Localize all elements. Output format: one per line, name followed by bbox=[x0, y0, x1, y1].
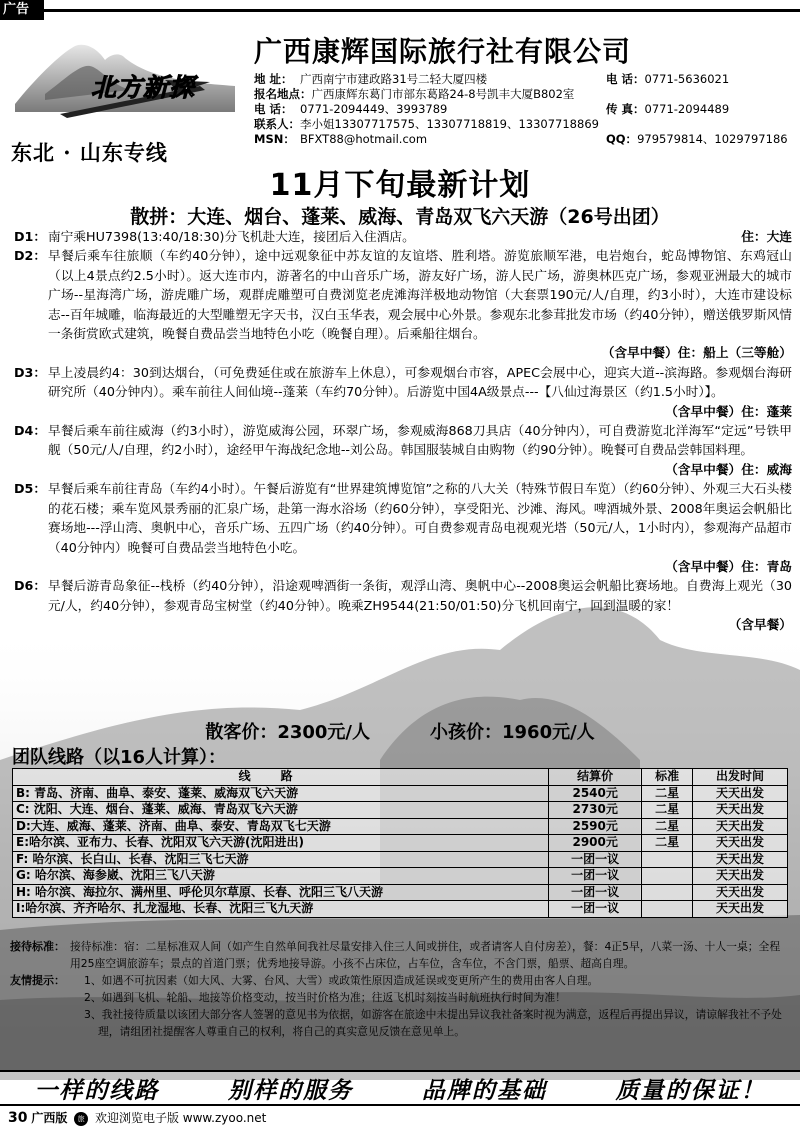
price-cell: 一团一议 bbox=[549, 884, 642, 901]
team-routes-table bbox=[12, 768, 788, 918]
day-text: 早上凌晨约4：30到达烟台，（可免费延住或在旅游车上休息），可参观烟台市容，APEC会展中心，迎宾大道--滨海路。参观烟台海研研究所（40分钟内）。乘车前往人间仙境--蓬莱（车约70分钟）。后游览中国4A级景点---【八仙过海景区（约1.5小时）】。 bbox=[48, 364, 792, 400]
col-header-price: 结算价 bbox=[549, 769, 642, 786]
route-cell: F: 哈尔滨、长白山、长春、沈阳三飞七天游 bbox=[13, 851, 549, 868]
table-row bbox=[13, 835, 788, 852]
departure-cell: 天天出发 bbox=[693, 818, 788, 835]
price-cell: 一团一议 bbox=[549, 851, 642, 868]
tip-item: 1、如遇不可抗因素（如大风、大雾、台风、大雪）或政策性原因造成延误或变更所产生的费用由客人自理。 bbox=[84, 974, 599, 987]
msn-value[interactable]: BFXT88@hotmail.com bbox=[300, 132, 428, 146]
table-row bbox=[13, 901, 788, 918]
departure-cell: 天天出发 bbox=[693, 785, 788, 802]
day-lodging: （含早中餐）住：威海 bbox=[665, 461, 792, 477]
friendly-tips bbox=[10, 972, 790, 1040]
departure-cell: 天天出发 bbox=[693, 802, 788, 819]
contact-value: 李小姐13307717575、13307718819、13307718869 bbox=[300, 117, 599, 131]
address-row bbox=[254, 72, 730, 87]
notes-section bbox=[10, 938, 790, 1040]
day-text: 早餐后游青岛象征--栈桥（约40分钟），沿途观啤酒街一条街，观浮山湾、奥帆中心--2008奥运会帆船比赛场地。自费海上观光（30元/人，约40分钟），参观青岛宝树堂（约40分钟）。晚乘ZH9544(21:50/01:50)分飞机回南宁，回到温暖的家！ bbox=[48, 578, 792, 613]
signup-value: 广西康辉东葛门市部东葛路24-8号凯丰大厦B802室 bbox=[311, 87, 575, 101]
standard-cell: 二星 bbox=[642, 835, 693, 852]
table-row bbox=[13, 785, 788, 802]
slogan-item: 品牌的基础 bbox=[421, 1076, 547, 1104]
fax-value: 0771-2094489 bbox=[644, 102, 730, 116]
col-header-departure: 出发时间 bbox=[693, 769, 788, 786]
day-label: D1： bbox=[14, 229, 47, 244]
route-cell: I:哈尔滨、齐齐哈尔、扎龙湿地、长春、沈阳三飞九天游 bbox=[13, 901, 549, 918]
itinerary-day bbox=[14, 227, 792, 246]
phone1-value: 0771-5636021 bbox=[644, 72, 730, 86]
headline: 11月下旬最新计划 bbox=[269, 168, 531, 203]
table-row bbox=[13, 868, 788, 885]
departure-cell: 天天出发 bbox=[693, 835, 788, 852]
service-standard bbox=[10, 938, 790, 972]
msn-row bbox=[254, 132, 788, 147]
address-label: 地 址： bbox=[254, 72, 293, 86]
team-routes-title: 团队线路（以16人计算）： bbox=[12, 747, 227, 768]
itinerary-day bbox=[14, 246, 792, 362]
page-footer bbox=[8, 1109, 266, 1126]
phone2-row bbox=[254, 102, 730, 117]
table-row bbox=[13, 851, 788, 868]
route-cell: C: 沈阳、大连、烟台、蓬莱、威海、青岛双飞六天游 bbox=[13, 802, 549, 819]
page-number: 30 bbox=[8, 1110, 28, 1126]
tip-item: 2、如遇到飞机、轮船、地接等价格变动，按当时价格为准；往返飞机时刻按当时航班执行时间为准！ bbox=[84, 991, 566, 1004]
day-lodging: （含早中餐）住：船上（三等舱） bbox=[601, 345, 792, 361]
qq-label: QQ： bbox=[606, 132, 638, 146]
itinerary-day bbox=[14, 576, 792, 634]
price-cell: 一团一议 bbox=[549, 868, 642, 885]
day-label: D5： bbox=[14, 481, 47, 497]
day-label: D2： bbox=[14, 248, 47, 264]
standard-cell bbox=[642, 868, 693, 885]
tip-item: 3、我社接待质量以该团大部分客人签署的意见书为依据，如游客在旅途中未提出异议我社备案时视为满意，返程后再提出异议，请谅解我社不予处理，请组团社提醒客人尊重自己的权利，将自己的真实意见反馈在意见单上。 bbox=[84, 1008, 782, 1038]
day-text: 早餐后乘车前往威海（约3小时），游览威海公园，环翠广场，参观威海868刀具店（40分钟内），可自费游览北洋海军“定远”号铁甲舰（50元/人/自理，约2小时），途经甲午海战纪念地--刘公岛。韩国服装城自由购物（约90分钟）。晚餐可自费品尝韩国料理。 bbox=[48, 423, 792, 458]
itinerary bbox=[14, 227, 792, 635]
day-text: 早餐后乘车前往青岛（车约4小时）。午餐后游览有“世界建筑博览馆”之称的八大关（特殊节假日车览）（约60分钟）、外观三大石头楼的花石楼；乘车览风景秀丽的汇泉广场，赴第一海水浴场（约60分钟），享受阳光、沙滩、海风。啤酒城外景、2008年奥运会帆船比赛场地---浮山湾、奥帆中心，音乐广场、五四广场（约40分钟）。可自费参观青岛电视观光塔（50元/人，1小时内），参观海产品超市（40分钟内）晚餐可自费品尝当地特色小吃。 bbox=[48, 481, 792, 555]
website-tagline[interactable]: 欢迎浏览电子版 www.zyoo.net bbox=[94, 1111, 267, 1125]
adult-price: 散客价：2300元/人 bbox=[205, 722, 370, 743]
day-lodging: （含早中餐）住：青岛 bbox=[665, 558, 792, 574]
itinerary-day bbox=[14, 363, 792, 421]
col-header-route: 线路 bbox=[13, 769, 549, 786]
day-label: D4： bbox=[14, 423, 47, 439]
msn-label: MSN： bbox=[254, 132, 295, 146]
route-cell: H: 哈尔滨、海拉尔、满州里、呼伦贝尔草原、长春、沈阳三飞八天游 bbox=[13, 884, 549, 901]
standard-cell bbox=[642, 884, 693, 901]
departure-cell: 天天出发 bbox=[693, 884, 788, 901]
day-lodging: （含早餐） bbox=[728, 617, 792, 633]
day-label: D6： bbox=[14, 578, 47, 594]
ad-tag: 广告 bbox=[0, 0, 44, 20]
slogan-item: 质量的保证！ bbox=[615, 1076, 766, 1104]
qq-value: 979579814、1029797186 bbox=[637, 132, 788, 146]
table-row bbox=[13, 802, 788, 819]
signup-label: 报名地点： bbox=[254, 87, 312, 101]
price-cell: 2730元 bbox=[549, 802, 642, 819]
service-standard-label: 接待标准： bbox=[10, 940, 65, 953]
company-name: 广西康辉国际旅行社有限公司 bbox=[254, 35, 632, 68]
phone2-value: 0771-2094449、3993789 bbox=[300, 102, 448, 116]
route-cell: E:哈尔滨、亚布力、长春、沈阳双飞六天游(沈阳进出) bbox=[13, 835, 549, 852]
fax-label: 传 真： bbox=[606, 102, 645, 116]
slogan-item: 别样的服务 bbox=[228, 1076, 354, 1104]
standard-cell: 二星 bbox=[642, 785, 693, 802]
logo-slogan: 东北 · 山东专线 bbox=[11, 140, 168, 165]
circle-mark-icon: 旅 bbox=[74, 1112, 88, 1126]
day-text: 早餐后乘车往旅顺（车约40分钟），途中远观象征中苏友谊的友谊塔、胜利塔。游览旅顺军港，电岩炮台，蛇岛博物馆、东鸡冠山（以上4景点约2.5小时）。返大连市内，游著名的中山音乐广场，游友好广场，游人民广场，游奥林匹克广场，参观亚洲最大的城市广场--星海湾广场，游虎雕广场，观群虎雕塑可自费浏览老虎滩海洋极地动物馆（大套票190元/人/自理，约3小时），大连市建设标志--百年城雕，临海最近的大型雕塑无字天书，汉白玉华表，观会展中心外景。参观东北参茸批发市场（约40分钟），赠送俄罗斯风情一条街赏欧式建筑，晚餐自费品尝当地特色小吃（晚餐自理）。后乘船往烟台。 bbox=[48, 248, 792, 342]
route-cell: G: 哈尔滨、海参崴、沈阳三飞八天游 bbox=[13, 868, 549, 885]
price-line bbox=[0, 718, 800, 744]
departure-cell: 天天出发 bbox=[693, 868, 788, 885]
route-cell: B: 青岛、济南、曲阜、泰安、蓬莱、威海双飞六天游 bbox=[13, 785, 549, 802]
table-row bbox=[13, 818, 788, 835]
route-cell: D:大连、威海、蓬莱、济南、曲阜、泰安、青岛双飞七天游 bbox=[13, 818, 549, 835]
standard-cell bbox=[642, 851, 693, 868]
standard-cell: 二星 bbox=[642, 818, 693, 835]
brand-logo bbox=[5, 24, 245, 165]
itinerary-day bbox=[14, 479, 792, 576]
day-lodging: 住：大连 bbox=[741, 229, 792, 244]
child-price: 小孩价：1960元/人 bbox=[430, 722, 595, 743]
slogan-band bbox=[0, 1070, 800, 1106]
price-cell: 2900元 bbox=[549, 835, 642, 852]
table-row bbox=[13, 884, 788, 901]
price-cell: 一团一议 bbox=[549, 901, 642, 918]
signup-row bbox=[254, 87, 574, 102]
logo-brand-text: 北方新探 bbox=[91, 73, 196, 102]
phone2-label: 电 话： bbox=[254, 102, 293, 116]
departure-cell: 天天出发 bbox=[693, 851, 788, 868]
itinerary-day bbox=[14, 421, 792, 479]
address-value: 广西南宁市建政路31号二轻大厦四楼 bbox=[300, 72, 488, 86]
standard-cell bbox=[642, 901, 693, 918]
edition-label: 广西版 bbox=[31, 1111, 68, 1125]
standard-cell: 二星 bbox=[642, 802, 693, 819]
day-label: D3： bbox=[14, 364, 47, 380]
slogan-item: 一样的线路 bbox=[34, 1076, 160, 1104]
day-lodging: （含早中餐）住：蓬莱 bbox=[665, 403, 792, 419]
price-cell: 2540元 bbox=[549, 785, 642, 802]
top-rule bbox=[44, 9, 800, 12]
departure-cell: 天天出发 bbox=[693, 901, 788, 918]
price-cell: 2590元 bbox=[549, 818, 642, 835]
contact-label: 联系人： bbox=[254, 117, 300, 131]
service-standard-text: 接待标准：宿：二星标准双人间（如产生自然单间我社尽量安排入住三人间或拼住，或者请客人自付房差），餐：4正5早，八菜一汤、十人一桌；全程用25座空调旅游车；景点的首道门票；优秀地接导游。小孩不占床位，占车位，含车位，不含门票，船票、超高自理。 bbox=[70, 940, 781, 970]
subheadline: 散拼：大连、烟台、蓬莱、威海、青岛双飞六天游（26号出团） bbox=[130, 206, 670, 228]
phone1-label: 电 话： bbox=[606, 72, 645, 86]
day-text: 南宁乘HU7398(13:40/18:30)分飞机赴大连，接团后入住酒店。 bbox=[48, 229, 415, 244]
col-header-standard: 标准 bbox=[642, 769, 693, 786]
table-header-row bbox=[13, 769, 788, 786]
contact-row bbox=[254, 117, 599, 132]
friendly-tips-label: 友情提示： bbox=[10, 974, 65, 987]
